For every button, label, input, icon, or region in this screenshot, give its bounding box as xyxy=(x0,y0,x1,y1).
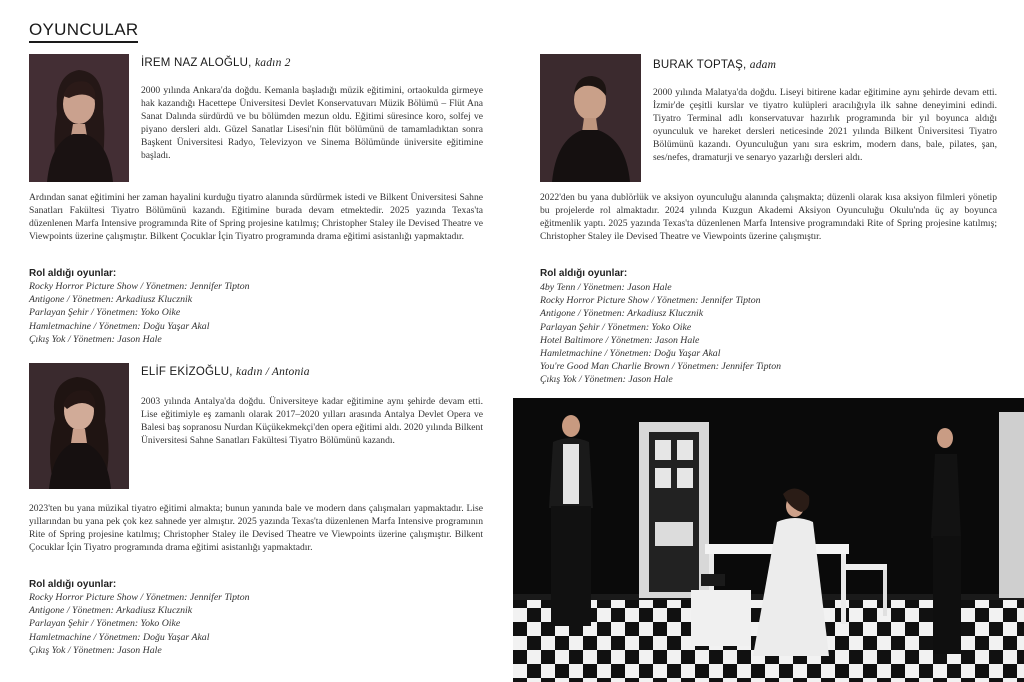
actor-name-elif: ELİF EKİZOĞLU, kadın / Antonia xyxy=(141,366,310,378)
role-item: Çıkış Yok / Yönetmen: Jason Hale xyxy=(29,644,162,656)
role-item: Hotel Baltimore / Yönetmen: Jason Hale xyxy=(540,334,700,346)
role-item: Parlayan Şehir / Yönetmen: Yoko Oike xyxy=(540,321,692,333)
roles-title-elif: Rol aldığı oyunlar: xyxy=(29,579,117,590)
roles-list-elif xyxy=(29,591,250,657)
actor-bio2-irem: Ardından sanat eğitimini her zaman hayalini kurduğu tiyatro alanında sürdürmek istedi ve Bilkent Üniversitesi Sahne Sanatları Fakültesi Tiyatro Bölümünü kazandı. Eğitimine burada devam etmektedir. 2025 yazında Texas'ta düzenlenen Marfa Intensive programında Rite of Spring projesine katılmış; Christopher Staley ile Devised Theatre ve Viewpoints üzerine çalışmıştır. Bilkent Çocuklar İçin Tiyatro programında drama eğitimi asistanlığı yapmaktadır. xyxy=(29,192,483,243)
roles-title-burak: Rol aldığı oyunlar: xyxy=(540,268,628,279)
role-item: Antigone / Yönetmen: Arkadiusz Klucznik xyxy=(540,308,704,320)
actor-bio2-elif: 2023'ten bu yana müzikal tiyatro eğitimi almakta; bunun yanında bale ve modern dans çalışmaları yapmaktadır. Lise yıllarından bu yana pek çok kez sahnede yer almıştır. 2025 yazında Texas'ta düzenlenen Marfa Intensive programının Rite of Spring projesine katılmış; Christopher Staley ile Devised Theatre ve Viewpoints üzerine çalışmıştır. Bilkent Çocuklar İçin Tiyatro programında drama eğitimi asistanlığı yapmaktadır. xyxy=(29,503,483,554)
actor-role-elif: kadın / Antonia xyxy=(236,366,310,378)
stage-photo xyxy=(513,398,1024,682)
role-item: Çıkış Yok / Yönetmen: Jason Hale xyxy=(29,333,162,345)
role-item: Rocky Horror Picture Show / Yönetmen: Jennifer Tipton xyxy=(540,295,761,307)
actor-bio2-burak: 2022'den bu yana dublörlük ve aksiyon oyunculuğu alanında çalışmakta; düzenli olarak kısa aksiyon filmleri yönetip bu projelerde rol almaktadır. 2024 yılında Kuzgun Akademi Aksiyon Oyunculuğu Okulu'nda üç ay boyunca eğitmenlik yaptı. 2025 yazında Texas'ta düzenlenen Marfa Intensive programındaki Rite of Spring projesine katılmış; Christopher Staley ile Devised Theatre ve Viewpoints üzerine çalışmıştır. xyxy=(540,192,997,243)
role-item: Hamletmachine / Yönetmen: Doğu Yaşar Akal xyxy=(540,348,721,360)
role-item: 4by Tenn / Yönetmen: Jason Hale xyxy=(540,282,672,293)
role-item: Parlayan Şehir / Yönetmen: Yoko Oike xyxy=(29,307,181,319)
actor-name-irem: İREM NAZ ALOĞLU, kadın 2 xyxy=(141,57,291,69)
role-item: Antigone / Yönetmen: Arkadiusz Klucznik xyxy=(29,294,193,306)
actor-photo-elif xyxy=(29,363,129,489)
role-item: Hamletmachine / Yönetmen: Doğu Yaşar Akal xyxy=(29,631,210,643)
actor-bio-burak: 2000 yılında Malatya'da doğdu. Liseyi bitirene kadar eğitimine aynı şehirde devam etti. İzmir'de çeşitli kurslar ve tiyatro kulüpleri aracılığıyla ilk sahne deneyimini edindi. Tiyatro Terminal adlı konservatuvar hazırlık programında bir yıl boyunca aldığı oyunculuk ve hareket dersleri neticesinde 2021 yılında Bilkent Üniversitesi Tiyatro Bölümünü kazandı. Oyunculuğun yanı sıra eskrim, modern dans, bale, pilates, şan, ses/nefes, dramaturji ve senaryo yazarlığı dersleri aldı. xyxy=(653,87,997,164)
role-item: Parlayan Şehir / Yönetmen: Yoko Oike xyxy=(29,618,181,630)
role-item: Hamletmachine / Yönetmen: Doğu Yaşar Akal xyxy=(29,320,210,332)
role-item: Rocky Horror Picture Show / Yönetmen: Jennifer Tipton xyxy=(29,281,250,292)
actor-photo-burak xyxy=(540,54,641,182)
roles-list-burak xyxy=(540,281,781,387)
roles-title-irem: Rol aldığı oyunlar: xyxy=(29,268,117,279)
page-title: OYUNCULAR xyxy=(29,20,138,43)
actor-name-burak: BURAK TOPTAŞ, adam xyxy=(653,59,777,71)
actor-bio-elif: 2003 yılında Antalya'da doğdu. Üniversiteye kadar eğitimine aynı şehirde devam etti. Lise eğitimiyle eş zamanlı olarak 2017–2020 yılları arasında Antalya Devlet Opera ve Balesi baş sopranosu Nurdan Küçükekmekçi'den opera eğitimi aldı. 2020 yılında Bilkent Üniversitesi Sahne Sanatları Fakültesi Tiyatro Bölümünü kazandı. xyxy=(141,396,483,447)
actor-role-burak: adam xyxy=(749,59,777,71)
role-item: Rocky Horror Picture Show / Yönetmen: Jennifer Tipton xyxy=(29,592,250,603)
roles-list-irem xyxy=(29,280,250,346)
role-item: Antigone / Yönetmen: Arkadiusz Klucznik xyxy=(29,605,193,617)
actor-photo-irem xyxy=(29,54,129,182)
actor-role-irem: kadın 2 xyxy=(254,57,291,69)
actor-bio-irem: 2000 yılında Ankara'da doğdu. Kemanla başladığı müzik eğitimini, ortaokulda girmeye hak kazandığı Hacettepe Üniversitesi Devlet Konservatuvarı Müzik Bölümü – Flüt Ana Sanat Dalında sürdürdü ve bu bölümden mezun oldu. Eğitimi süresince koro, solfej ve piyano dersleri aldı. Güzel Sanatlar Lisesi'nin flüt bölümünü de tamamladıktan sonra Başkent Üniversitesi Radyo, Televizyon ve Sinema Bölümünde üniversite eğitimine başladı. xyxy=(141,85,483,162)
role-item: Çıkış Yok / Yönetmen: Jason Hale xyxy=(540,374,673,386)
role-item: You're Good Man Charlie Brown / Yönetmen: Jennifer Tipton xyxy=(540,361,782,373)
